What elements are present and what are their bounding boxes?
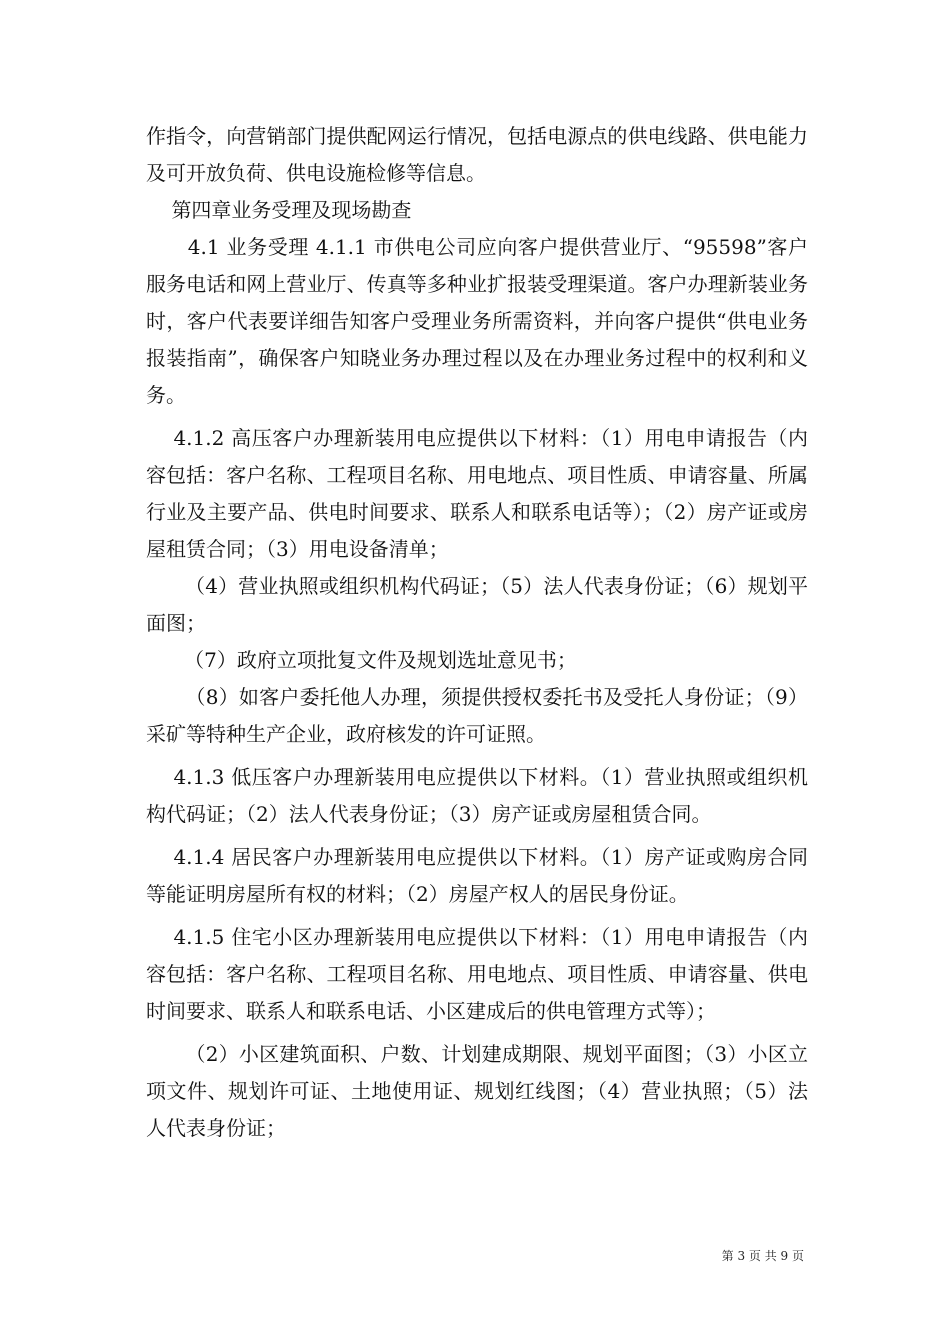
document-body (146, 118, 808, 1147)
paragraph-4-1-2-items-4-6: （4）营业执照或组织机构代码证；（5）法人代表身份证；（6）规划平面图； (146, 574, 808, 635)
chapter-heading: 第四章业务受理及现场勘查 (146, 198, 412, 222)
paragraph-4-1-2: 4.1.2 高压客户办理新装用电应提供以下材料：（1）用电申请报告（内容包括：客户名称、工程项目名称、用电地点、项目性质、申请容量、所属行业及主要产品、供电时间要求、联系人和联系电话等）；（2）房产证或房屋租赁合同；（3）用电设备清单； (146, 426, 808, 561)
paragraph-4-1-5-items-2-5: （2）小区建筑面积、户数、计划建成期限、规划平面图；（3）小区立项文件、规划许可证、土地使用证、规划红线图；（4）营业执照；（5）法人代表身份证； (146, 1042, 808, 1140)
paragraph-4-1-2-item-7: （7）政府立项批复文件及规划选址意见书； (146, 648, 577, 672)
page-number-footer: 第 3 页 共 9 页 (721, 1249, 804, 1263)
paragraph-4-1-1: 4.1 业务受理 4.1.1 市供电公司应向客户提供营业厅、“95598”客户服务电话和网上营业厅、传真等多种业扩报装受理渠道。客户办理新装业务时，客户代表要详细告知客户受理业务所需资料，并向客户提供“供电业务报装指南”，确保客户知晓业务办理过程以及在办理业务过程中的权利和义务。 (146, 235, 808, 407)
paragraph-4-1-5: 4.1.5 住宅小区办理新装用电应提供以下材料：（1）用电申请报告（内容包括：客户名称、工程项目名称、用电地点、项目性质、申请容量、供电时间要求、联系人和联系电话、小区建成后的供电管理方式等）； (146, 925, 808, 1023)
paragraph-4-1-2-items-8-9: （8）如客户委托他人办理，须提供授权委托书及受托人身份证；（9）采矿等特种生产企业，政府核发的许可证照。 (146, 685, 808, 746)
paragraph-intro-continuation: 作指令，向营销部门提供配网运行情况，包括电源点的供电线路、供电能力及可开放负荷、供电设施检修等信息。 (146, 124, 808, 185)
paragraph-4-1-4: 4.1.4 居民客户办理新装用电应提供以下材料。（1）房产证或购房合同等能证明房屋所有权的材料；（2）房屋产权人的居民身份证。 (146, 845, 808, 906)
paragraph-4-1-3: 4.1.3 低压客户办理新装用电应提供以下材料。（1）营业执照或组织机构代码证；（2）法人代表身份证；（3）房产证或房屋租赁合同。 (146, 765, 808, 826)
